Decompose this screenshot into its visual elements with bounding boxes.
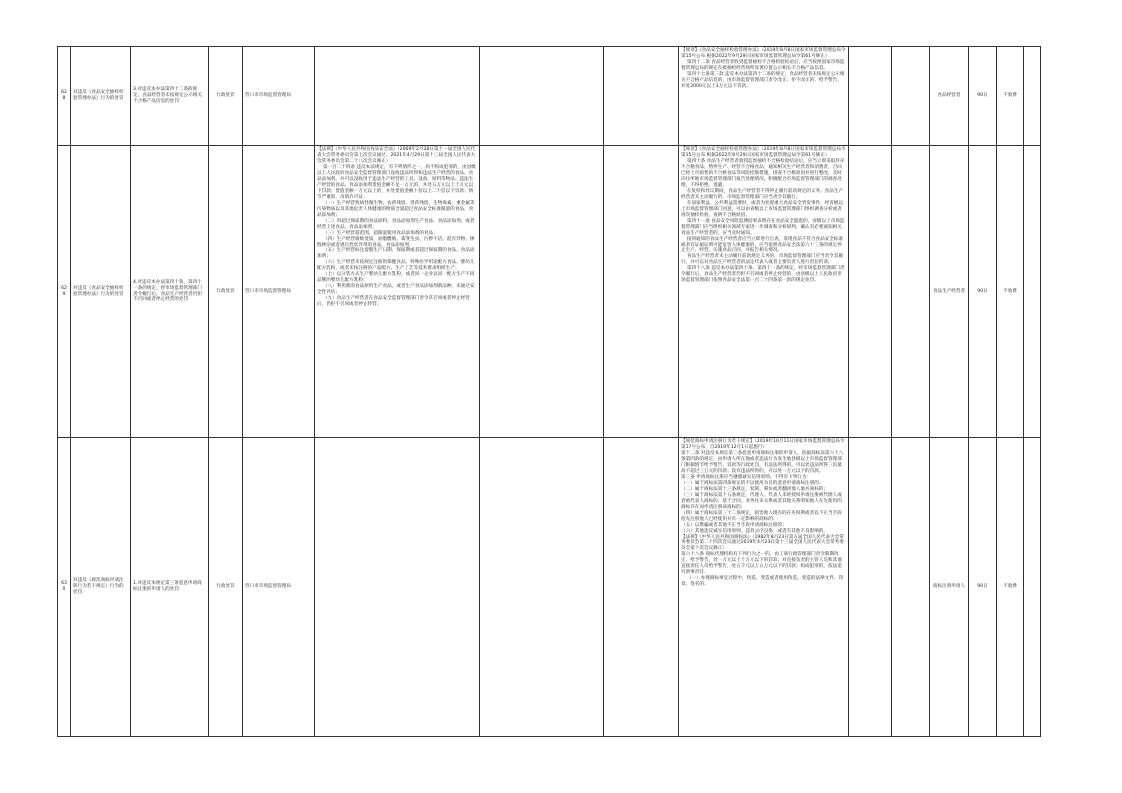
permissions-table bbox=[57, 46, 1041, 737]
item-name: 对违反《规范商标申请注册行为若干规定》行为的处罚 bbox=[71, 438, 131, 737]
table-row bbox=[58, 47, 1041, 146]
empty-cell bbox=[849, 47, 892, 146]
empty-cell bbox=[1024, 438, 1041, 737]
empty-cell bbox=[604, 438, 679, 737]
empty-cell bbox=[480, 47, 604, 146]
rule-basis: 【规范商标申请注册行为若干规定】（2019年10月11日国家市场监督管理总局令第17号公布，自2019年12月1日起施行） 第十二条 对违反本规定第三条恶意申请商标注册的申请人，依据商标法第六十八条第四款的规定，由申请人所在地或者违法行为发生地县级以上市场监督管理部门根据情节给予警告、罚款等行政处罚。有违法所得的，可以处违法所得三倍最高不超过三万元的罚款；没有违法所得的，可以处一万元以下的罚款。 第三条 申请商标注册应当遵循诚实信用原则。不得有下列行为： （一）属于商标法第四条规定的不以使用为目的恶意申请商标注册的； （二）属于商标法第十三条规定，复制、摹仿或者翻译他人驰名商标的； （三）属于商标法第十五条规定，代理人、代表人未经授权申请注册被代理人或者被代表人商标的；基于合同、业务往来关系或者其他关系明知他人在先使用的商标存在而申请注册该商标的； （四）属于商标法第三十二条规定，损害他人现有的在先权利或者以不正当手段抢先注册他人已经使用并有一定影响的商标的； （五）以欺骗或者其他不正当手段申请商标注册的； （六）其他违反诚实信用原则，违背公序良俗，或者有其他不良影响的。 【法律】《中华人民共和国商标法》（1982年8月23日第五届全国人民代表大会常务委员会第二十四次会议通过2019年4月23日第十三届全国人民代表大会常务委员会第十次会议修正） 第六十八条 商标代理机构有下列行为之一的，由工商行政管理部门责令限期改正，给予警告，处一万元以上十万元以下的罚款；对直接负责的主管人员和其他直接责任人员给予警告，处五千元以上五万元以下的罚款；构成犯罪的，依法追究刑事责任： （一）办理商标事宜过程中，伪造、变造或者使用伪造、变造的法律文件、印章、签名的； bbox=[679, 438, 849, 737]
power-type: 行政处罚 bbox=[209, 438, 243, 737]
law-basis: 【法律】《中华人民共和国食品安全法》（2009年2月28日第十一届全国人民代表大会常务委员会第七次会议通过；2021年4月29日第十三届全国人民代表大会常务委员会第二十八次会议修正） 第一百二十四条 违反本法规定，有下列情形之一，尚不构成犯罪的，由县级以上人民政府食品安全监督管理部门没收违法所得和违法生产经营的食品、食品添加剂，并可以没收用于违法生产经营的工具、设备、原料等物品；违法生产经营的食品、食品添加剂货值金额不足一万元的，并处五万元以上十万元以下罚款；货值金额一万元以上的，并处货值金额十倍以上二十倍以下罚款；情节严重的，吊销许可证： （一）生产经营致病性微生物，农药残留、兽药残留、生物毒素、重金属等污染物质以及其他危害人体健康的物质含量超过食品安全标准限量的食品、食品添加剂； （二）用超过保质期的食品原料、食品添加剂生产食品、食品添加剂，或者经营上述食品、食品添加剂； （三）生产经营超范围、超限量使用食品添加剂的食品； （四）生产经营腐败变质、油脂酸败、霉变生虫、污秽不洁、混有异物、掺假掺杂或者感官性状异常的食品、食品添加剂； （五）生产经营标注虚假生产日期、保质期或者超过保质期的食品、食品添加剂； （六）生产经营未按规定注册的保健食品、特殊医学用途配方食品、婴幼儿配方乳粉，或者未按注册的产品配方、生产工艺等技术要求组织生产； （七）以分装方式生产婴幼儿配方乳粉，或者同一企业以同一配方生产不同品牌的婴幼儿配方乳粉； （八）利用新的食品原料生产食品，或者生产食品添加剂新品种，未通过安全性评估； （九）食品生产经营者在食品安全监督管理部门责令其召回或者停止经营后，仍拒不召回或者停止经营。 bbox=[315, 146, 480, 438]
empty-cell bbox=[849, 438, 892, 737]
table-row bbox=[58, 438, 1041, 737]
item-name: 对违反《食品安全抽样检验管理办法》行为的处罚 bbox=[71, 146, 131, 438]
fee: 不收费 bbox=[997, 47, 1024, 146]
power-type: 行政处罚 bbox=[209, 47, 243, 146]
sub-item-name: 4.对违反本办法第四十条、第四十一条的规定，经市场监督管理部门责令履行后，食品生产经营者仍拒不召回或者停止经营的处罚 bbox=[131, 146, 209, 438]
power-type: 行政处罚 bbox=[209, 146, 243, 438]
empty-cell bbox=[480, 438, 604, 737]
law-basis bbox=[315, 47, 480, 146]
table-row bbox=[58, 146, 1041, 438]
empty-cell bbox=[604, 146, 679, 438]
rule-basis: 【规章】《食品安全抽样检验管理办法》（2019年8月8日国家市场监督管理总局令第15号公布 根据2022年9月29日国家市场监督管理总局令第61号修正） 第四十二条 食品经营者收到监督抽检不合格检验结论后，应当按照国家市场监督管理总局的规定在被抽检经营场所显著位置公示相关不合格产品信息。 第四十七条第三款 违反本办法第四十二条的规定，食品经营者未按规定公示相关不合格产品信息的，由市场监督管理部门责令改正；拒不改正的，给予警告，并处2000元以上3万元以下罚款。 bbox=[679, 47, 849, 146]
time-limit: 90日 bbox=[969, 47, 997, 146]
empty-cell bbox=[849, 146, 892, 438]
fee: 不收费 bbox=[997, 146, 1024, 438]
empty-cell bbox=[892, 47, 930, 146]
law-basis bbox=[315, 438, 480, 737]
empty-cell bbox=[892, 438, 930, 737]
time-limit: 90日 bbox=[969, 438, 997, 737]
time-limit: 90日 bbox=[969, 146, 997, 438]
department: 营口市市场监督管理局 bbox=[243, 47, 315, 146]
empty-cell bbox=[480, 146, 604, 438]
rule-basis: 【规章】《食品安全抽样检验管理办法》（2019年8月8日国家市场监督管理总局令第15号公布 根据2022年9月29日国家市场监督管理总局令第61号修正） 第四十条 食品生产经营者收到监督抽检不合格检验结论后，应当立即采取封存不合格食品，暂停生产、经营不合格食品，通知相关生产经营者和消费者，召回已经上市销售的不合格食品等风险控制措施，排查不合格原因并进行整改，及时向住所地市场监督管理部门报告处理情况，积极配合市场监督管理部门的调查处理，不得拒绝、逃避。 在复检和异议期间，食品生产经营者不得停止履行前款规定的义务。食品生产经营者未主动履行的，市场监督管理部门应当责令其履行。 在国家利益、公共利益需要时，或者为处置重大食品安全突发事件，经省级以上市场监督管理部门同意，可以由省级以上市场监督管理部门组织调查分析或者再次抽样检验，查明不合格原因。 第四十一条 食品安全风险监测结果表明存在食品安全隐患的，省级以上市场监督管理部门应当组织相关领域专家进一步调查和分析研判，确认有必要通知相关食品生产经营者的，应当及时通知。 接到通知的食品生产经营者应当立即进行自查，发现食品不符合食品安全标准或者有证据证明可能危害人体健康的，应当依照食品安全法第六十三条的规定停止生产、经营，实施食品召回，并报告相关情况。 食品生产经营者未主动履行前款规定义务的，市场监督管理部门应当责令其履行，并可以对食品生产经营者的法定代表人或者主要负责人进行责任约谈。 第四十八条 违反本办法第四十条、第四十一条的规定，经市场监督管理部门责令履行后，食品生产经营者仍拒不召回或者停止经营的，由县级以上人民政府市场监督管理部门依照食品安全法第一百二十四条第一款的规定处罚。 bbox=[679, 146, 849, 438]
subject: 食品生产经营者 bbox=[930, 146, 969, 438]
item-name: 对违反《食品安全抽样检验管理办法》行为的处罚 bbox=[71, 47, 131, 146]
row-number: 629 bbox=[58, 146, 71, 438]
empty-cell bbox=[1024, 47, 1041, 146]
subject: 商标注册申请人 bbox=[930, 438, 969, 737]
row-number: 628 bbox=[58, 47, 71, 146]
fee: 不收费 bbox=[997, 438, 1024, 737]
department: 营口市市场监督管理局 bbox=[243, 146, 315, 438]
empty-cell bbox=[1024, 146, 1041, 438]
department: 营口市市场监督管理局 bbox=[243, 438, 315, 737]
row-number: 630 bbox=[58, 438, 71, 737]
empty-cell bbox=[604, 47, 679, 146]
sub-item-name: 3.对违反本办法第四十二条的规定，食品经营者未按规定公示相关不合格产品信息的处罚 bbox=[131, 47, 209, 146]
empty-cell bbox=[892, 146, 930, 438]
sub-item-name: 1.对违反本规定第三条恶意申请商标注册的申请人的处罚 bbox=[131, 438, 209, 737]
subject: 食品经营者 bbox=[930, 47, 969, 146]
